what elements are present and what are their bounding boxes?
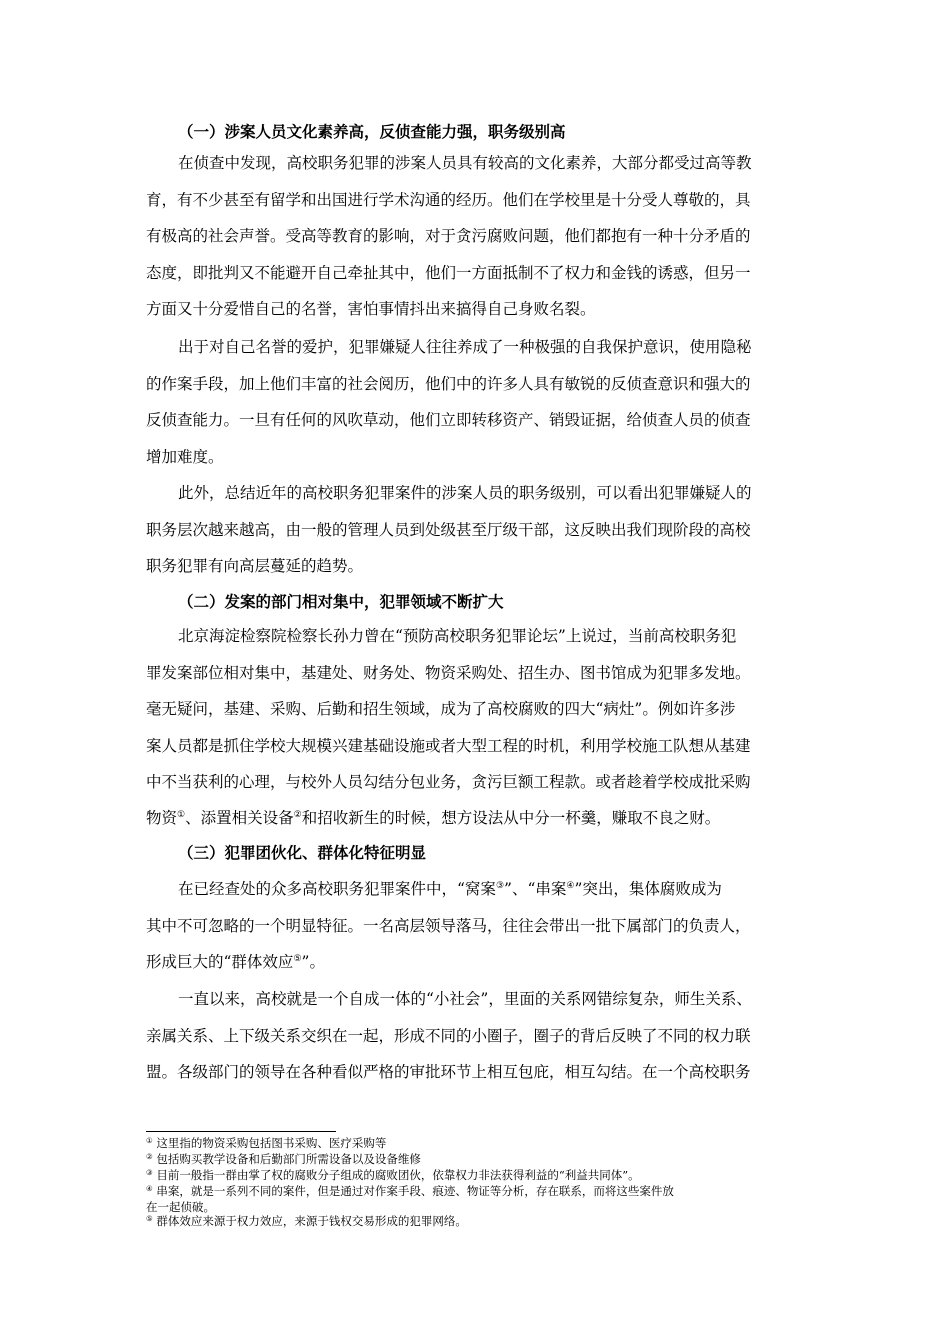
paragraph-line: 的作案手段，加上他们丰富的社会阅历，他们中的许多人具有敏锐的反侦查意识和强大的: [146, 375, 751, 393]
footnote-mark: ②: [146, 1152, 153, 1161]
paragraph-line: 育，有不少甚至有留学和出国进行学术沟通的经历。他们在学校里是十分受人尊敬的，具: [146, 191, 751, 209]
paragraph-line: 态度，即批判又不能避开自己牵扯其中，他们一方面抵制不了权力和金钱的诱惑，但另一: [146, 264, 751, 282]
text-run: 和招收新生的时候，想方设法从中分一杯羹，赚取不良之财。: [301, 809, 721, 827]
paragraph-line: [146, 806, 720, 828]
footnote-text: 串案，就是一系列不同的案件，但是通过对作案手段、痕迹、物证等分析，存在联系，而将这些案件放: [152, 1184, 674, 1198]
footnote-text: 在一起侦破。: [146, 1200, 215, 1214]
footnote-ref-1[interactable]: ①: [177, 810, 186, 820]
footnote-text: 目前一般指一群由掌了权的腐败分子组成的腐败团伙，依靠权力非法获得利益的“利益共同体”。: [152, 1168, 640, 1182]
footnote-mark: ③: [146, 1168, 153, 1177]
paragraph-line: 其中不可忽略的一个明显特征。一名高层领导落马，往往会带出一批下属部门的负责人，: [146, 917, 751, 935]
footnote-mark: ⑤: [146, 1214, 153, 1223]
paragraph-line: 罪发案部位相对集中，基建处、财务处、物资采购处、招生办、图书馆成为犯罪多发地。: [146, 664, 751, 682]
footnote-2: [146, 1151, 421, 1167]
footnote-ref-2[interactable]: ②: [293, 810, 302, 820]
footnote-mark: ①: [146, 1136, 153, 1145]
paragraph-line: [178, 877, 722, 899]
paragraph-line: 职务层次越来越高，由一般的管理人员到处级甚至厅级干部，这反映出我们现阶段的高校: [146, 521, 751, 539]
paragraph-line: 此外，总结近年的高校职务犯罪案件的涉案人员的职务级别，可以看出犯罪嫌疑人的: [178, 484, 752, 502]
paragraph-line: 有极高的社会声誉。受高等教育的影响，对于贪污腐败问题，他们都抱有一种十分矛盾的: [146, 227, 751, 245]
footnote-1: [146, 1135, 386, 1151]
section-heading-1: （一）涉案人员文化素养高，反侦查能力强，职务级别高: [178, 123, 566, 141]
text-run: ”。: [301, 953, 325, 971]
paragraph-line: 案人员都是抓住学校大规模兴建基础设施或者大型工程的时机，利用学校施工队想从基建: [146, 737, 751, 755]
section-heading-3: （三）犯罪团伙化、群体化特征明显: [178, 844, 427, 862]
footnote-ref-4[interactable]: ④: [566, 881, 575, 891]
paragraph-line: 北京海淀检察院检察长孙力曾在“预防高校职务犯罪论坛”上说过，当前高校职务犯: [178, 627, 737, 645]
section-heading-2: （二）发案的部门相对集中，犯罪领域不断扩大: [178, 593, 504, 611]
paragraph-line: 毫无疑问，基建、采购、后勤和招生领域，成为了高校腐败的四大“病灶”。例如许多涉: [146, 700, 736, 718]
paragraph-line: 增加难度。: [146, 448, 224, 466]
footnote-ref-5[interactable]: ⑤: [293, 954, 302, 964]
text-run: 在已经查处的众多高校职务犯罪案件中，“窝案: [178, 880, 496, 898]
paragraph-line: [146, 950, 325, 972]
footnote-4: [146, 1183, 674, 1199]
footnote-3: [146, 1167, 640, 1183]
footnote-text: 包括购买教学设备和后勤部门所需设备以及设备维修: [152, 1152, 421, 1166]
text-run: 、添置相关设备: [185, 809, 294, 827]
footnote-5: [146, 1213, 467, 1229]
paragraph-line: 在侦查中发现，高校职务犯罪的涉案人员具有较高的文化素养，大部分都受过高等教: [178, 154, 752, 172]
text-run: ”突出，集体腐败成为: [574, 880, 722, 898]
paragraph-line: 反侦查能力。一旦有任何的风吹草动，他们立即转移资产、销毁证据，给侦查人员的侦查: [146, 411, 751, 429]
paragraph-line: 中不当获利的心理，与校外人员勾结分包业务，贪污巨额工程款。或者趁着学校成批采购: [146, 773, 751, 791]
paragraph-line: 亲属关系、上下级关系交织在一起，形成不同的小圈子，圈子的背后反映了不同的权力联: [146, 1027, 751, 1045]
text-run: 物资: [146, 809, 178, 827]
paragraph-line: 一直以来，高校就是一个自成一体的“小社会”，里面的关系网错综复杂，师生关系、: [178, 990, 752, 1008]
text-run: 形成巨大的“群体效应: [146, 953, 294, 971]
footnote-text: 这里指的物资采购包括图书采购、医疗采购等: [152, 1136, 387, 1150]
footnote-ref-3[interactable]: ③: [495, 881, 505, 891]
footnote-text: 群体效应来源于权力效应，来源于钱权交易形成的犯罪网络。: [152, 1214, 467, 1228]
paragraph-line: 职务犯罪有向高层蔓延的趋势。: [146, 557, 364, 575]
footnote-mark: ④: [146, 1184, 153, 1193]
footnote-divider: [146, 1131, 336, 1132]
paragraph-line: 方面又十分爱惜自己的名誉，害怕事情抖出来搞得自己身败名裂。: [146, 300, 596, 318]
paragraph-line: 出于对自己名誉的爱护，犯罪嫌疑人往往养成了一种极强的自我保护意识，使用隐秘: [178, 338, 752, 356]
text-run: ”、“串案: [504, 880, 567, 898]
paragraph-line: 盟。各级部门的领导在各种看似严格的审批环节上相互包庇，相互勾结。在一个高校职务: [146, 1063, 751, 1081]
